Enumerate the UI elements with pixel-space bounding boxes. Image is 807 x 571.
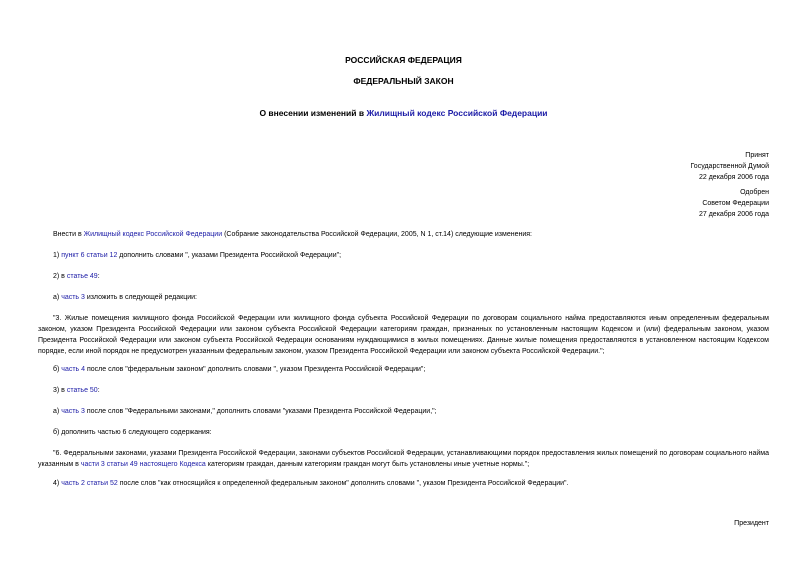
quote-6-link[interactable]: части 3 статьи 49 настоящего Кодекса bbox=[80, 461, 206, 468]
approved-date: 27 декабря 2006 года bbox=[698, 211, 769, 218]
item-3a-text: после слов "Федеральными законами," дополнить словами "указами Президента Российской Федерации,"; bbox=[86, 408, 437, 415]
quote-part-3: "3. Жилые помещения жилищного фонда Российской Федерации или жилищного фонда субъекта Российской Федерации по договорам социального найма предоставляются иным определенным федеральным законом, указом Президента Российской Федерации или законом субъекта Российской Федерации категориям граждан, признанных по установленным настоящим Кодексом и (или) федеральным законом, указом Президента Российской Федерации или законом субъекта Российской Федерации основаниям нуждающимися в жилых помещениях. Данные жилые помещения предоставляются в установленном настоящим Кодексом порядке, если иной порядок не предусмотрен указанным федеральным законом, указом Президента Российской Федерации или законом субъекта Российской Федерации."; bbox=[38, 315, 769, 355]
signature-title: Президент bbox=[734, 520, 769, 527]
item-3b: б) дополнить частью 6 следующего содержания: bbox=[53, 429, 212, 436]
item-2a-letter: а) bbox=[53, 294, 60, 301]
housing-code-link[interactable]: Жилищный кодекс Российской Федерации bbox=[366, 108, 548, 118]
item-2b-letter: б) bbox=[53, 366, 60, 373]
item-2-link[interactable]: статье 49 bbox=[66, 273, 98, 280]
item-3 bbox=[38, 385, 769, 396]
approved-by: Советом Федерации bbox=[702, 200, 769, 207]
item-4-number: 4) bbox=[53, 480, 60, 487]
quote-6-text-pre: "6. Федеральными законами, указами Президента Российской Федерации, законами субъектов Российской Федерации, устанавливающими порядок предоставления жилых помещений по договорам социального найма указанным в bbox=[38, 450, 769, 468]
law-title-prefix: О внесении изменений в bbox=[259, 108, 365, 118]
item-1-text: дополнить словами ", указами Президента Российской Федерации"; bbox=[119, 252, 342, 259]
intro-text-post: (Собрание законодательства Российской Федерации, 2005, N 1, ст.14) следующие изменения: bbox=[224, 231, 532, 238]
adopted-date: 22 декабря 2006 года bbox=[698, 174, 769, 181]
quote-6-text-post: категориям граждан, данным категориям граждан могут быть установлены иные учетные нормы."; bbox=[207, 461, 530, 468]
approval-block bbox=[569, 187, 769, 220]
item-2-text: 2) в bbox=[53, 273, 65, 280]
country-heading: РОССИЙСКАЯ ФЕДЕРАЦИЯ bbox=[345, 55, 462, 65]
item-2b bbox=[38, 364, 769, 375]
item-4-text: после слов "как относящийся к определенной федеральным законом" дополнить словами ", указом Президента Российской Федерации". bbox=[119, 480, 569, 487]
item-1-number: 1) bbox=[53, 252, 60, 259]
item-3a bbox=[38, 406, 769, 417]
law-title bbox=[38, 108, 769, 118]
quote-part-6 bbox=[38, 448, 769, 470]
item-2b-link[interactable]: часть 4 bbox=[61, 366, 86, 373]
item-4-link[interactable]: часть 2 статьи 52 bbox=[61, 480, 118, 487]
item-1 bbox=[38, 250, 769, 261]
item-3a-link[interactable]: часть 3 bbox=[61, 408, 85, 415]
item-1-link[interactable]: пункт 6 статьи 12 bbox=[61, 252, 118, 259]
intro-housing-code-link[interactable]: Жилищный кодекс Российской Федерации bbox=[83, 231, 223, 238]
law-type-heading: ФЕДЕРАЛЬНЫЙ ЗАКОН bbox=[353, 76, 454, 86]
adopted-label: Принят bbox=[745, 152, 769, 159]
item-2a bbox=[38, 292, 769, 303]
item-2a-link[interactable]: часть 3 bbox=[61, 294, 85, 301]
approved-label: Одобрен bbox=[740, 189, 769, 196]
item-2 bbox=[38, 271, 769, 282]
item-4 bbox=[38, 478, 769, 489]
item-2-colon: : bbox=[97, 273, 100, 280]
item-3a-letter: а) bbox=[53, 408, 60, 415]
item-2b-text: после слов "федеральным законом" дополнить словами ", указом Президента Российской Федерации"; bbox=[86, 366, 426, 373]
item-3-text: 3) в bbox=[53, 387, 65, 394]
item-3-colon: : bbox=[97, 387, 100, 394]
item-3-link[interactable]: статье 50 bbox=[66, 387, 98, 394]
intro-text-pre: Внести в bbox=[53, 231, 82, 238]
item-2a-text: изложить в следующей редакции: bbox=[86, 294, 197, 301]
adoption-block bbox=[569, 150, 769, 183]
intro-paragraph bbox=[38, 229, 769, 240]
adopted-by: Государственной Думой bbox=[690, 163, 769, 170]
